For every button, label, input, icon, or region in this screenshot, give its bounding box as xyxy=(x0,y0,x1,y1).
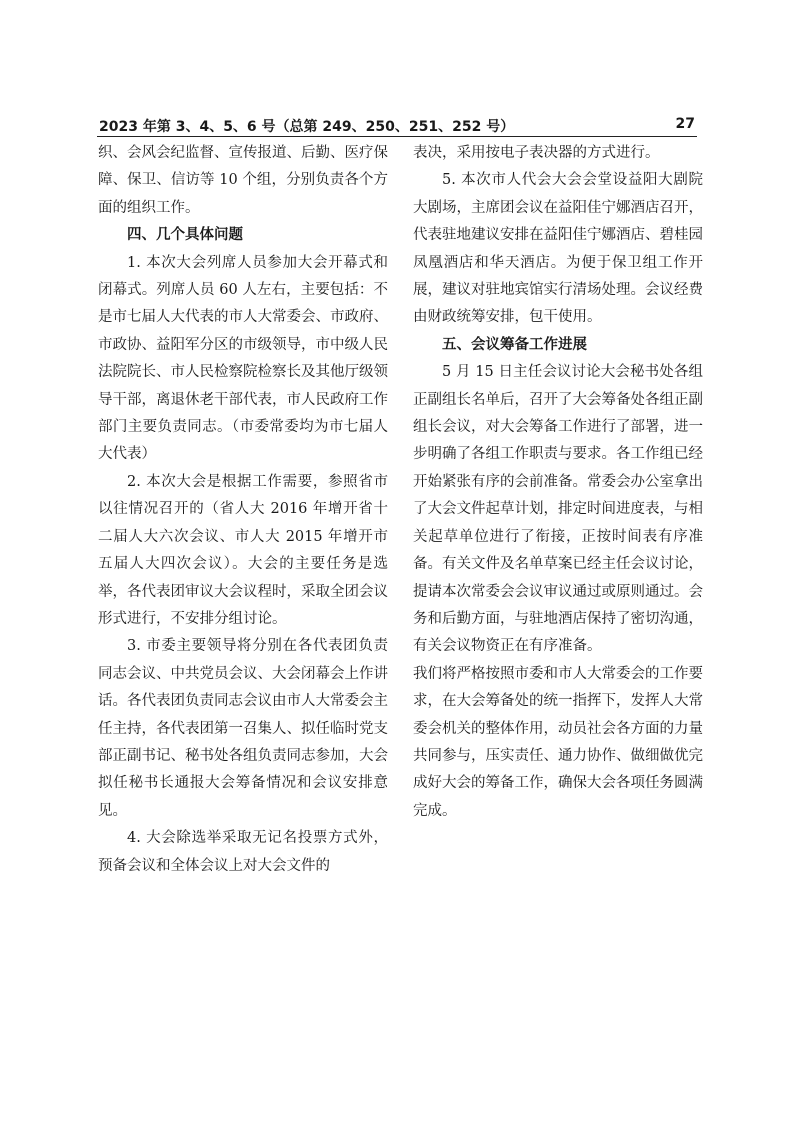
section-heading-4: 四、几个具体问题 xyxy=(127,227,243,244)
issue-info: 2023 年第 3、4、5、6 号（总第 249、250、251、252 号） xyxy=(99,119,515,135)
item-4-paragraph-end: 表决，采用按电子表决器的方式进行。 xyxy=(413,145,660,161)
item-4-paragraph-start: 4. 大会除选举采取无记名投票方式外，预备会议和全体会议上对大会文件的 xyxy=(98,830,388,874)
right-column xyxy=(413,140,703,825)
continued-paragraph: 织、会风会纪监督、宣传报道、后勤、医疗保障、保卫、信访等 10 个组，分别负责各个方面的组织工作。 xyxy=(98,145,388,216)
page-number: 27 xyxy=(675,116,695,132)
page-header xyxy=(97,116,697,137)
progress-paragraph: 5 月 15 日主任会议讨论大会秘书处各组正副组长名单后，召开了大会筹备处各组正副组长会议，对大会筹备工作进行了部署，进一步明确了各组工作职责与要求。各工作组已经开始紧张有序的会前准备。常委会办公室拿出了大会文件起草计划，排定时间进度表，与相关起草单位进行了衔接，正按时间表有序准备。有关文件及名单草案已经主任会议讨论，提请本次常委会会议审议通过或原则通过。会务和后勤方面，与驻地酒店保持了密切沟通，有关会议物资正在有序准备。 xyxy=(413,364,703,655)
closing-paragraph: 我们将严格按照市委和市人大常委会的工作要求，在大会筹备处的统一指挥下，发挥人大常委会机关的整体作用，动员社会各方面的力量共同参与，压实责任、通力协作、做细做优完成好大会的筹备工作，确保大会各项任务圆满完成。 xyxy=(413,665,703,819)
section-heading-5: 五、会议筹备工作进展 xyxy=(442,336,587,353)
item-2-paragraph: 2. 本次大会是根据工作需要，参照省市以往情况召开的（省人大 2016 年增开省十二届人大六次会议、市人大 2015 年增开市五届人大四次会议）。大会的主要任务是选举，各代表团审议大会议程时，采取全团会议形式进行，不安排分组讨论。 xyxy=(98,473,388,627)
item-1-paragraph: 1. 本次大会列席人员参加大会开幕式和闭幕式。列席人员 60 人左右，主要包括：不是市七届人大代表的市人大常委会、市政府、市政协、益阳军分区的市级领导，市中级人民法院院长、市人民检察院检察长及其他厅级领导干部，离退休老干部代表，市人民政府工作部门主要负责同志。（市委常委均为市七届人大代表） xyxy=(98,254,388,463)
left-column xyxy=(98,140,388,880)
item-3-paragraph: 3. 市委主要领导将分别在各代表团负责同志会议、中共党员会议、大会闭幕会上作讲话。各代表团负责同志会议由市人大常委会主任主持，各代表团第一召集人、拟任临时党支部正副书记、秘书处各组负责同志参加，大会拟任秘书长通报大会筹备情况和会议安排意见。 xyxy=(98,638,388,819)
item-5-paragraph: 5. 本次市人代会大会会堂设益阳大剧院大剧场，主席团会议在益阳佳宁娜酒店召开，代表驻地建议安排在益阳佳宁娜酒店、碧桂园凤凰酒店和华天酒店。为便于保卫组工作开展，建议对驻地宾馆实行清场处理。会议经费由财政统筹安排，包干使用。 xyxy=(413,172,703,326)
